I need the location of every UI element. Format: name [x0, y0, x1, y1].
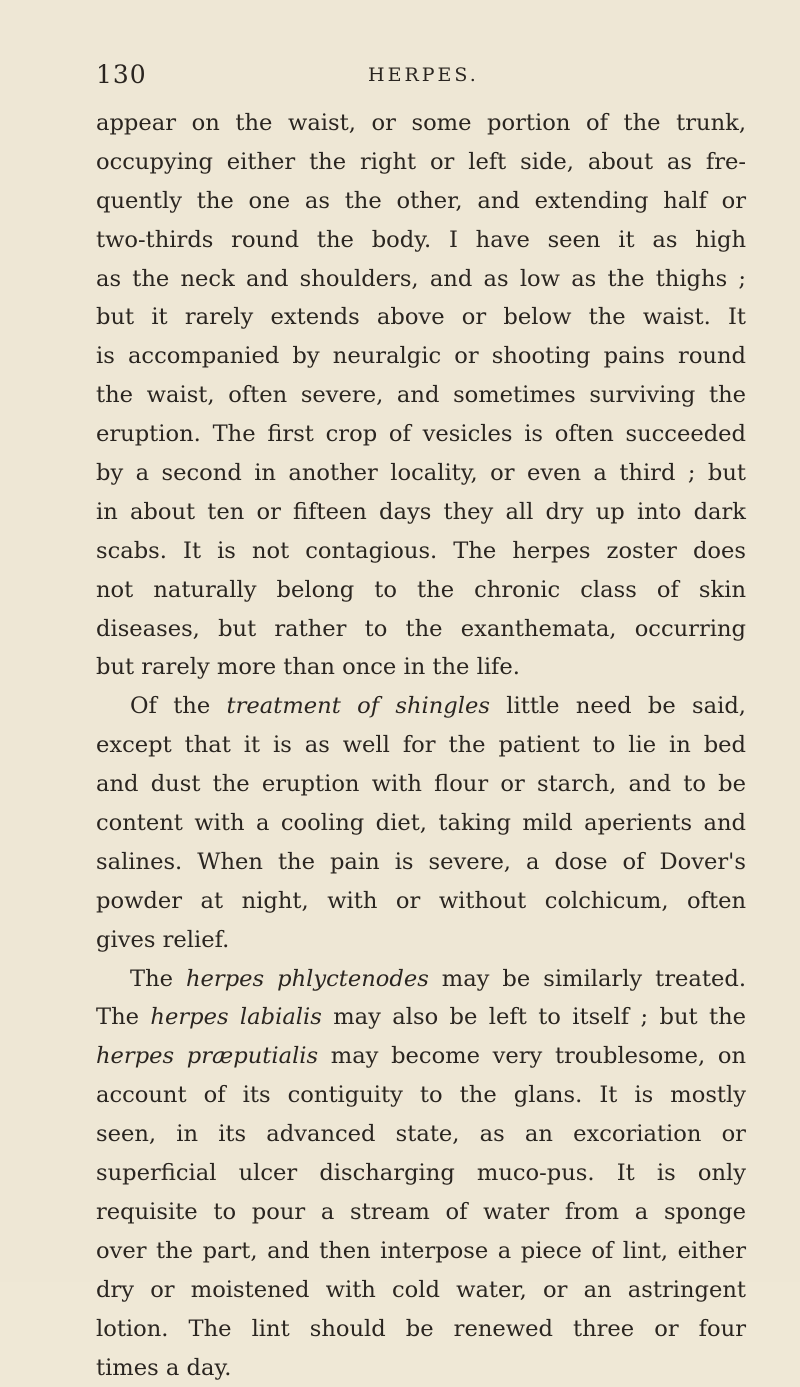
- text-line: [96, 687, 746, 726]
- text-run: over the part, and then interpose a piece of lint, either: [96, 1238, 746, 1264]
- text-run: eruption. The first crop of vesicles is often succeeded: [96, 421, 746, 447]
- text-line: [96, 493, 746, 532]
- text-line: [96, 1310, 746, 1349]
- text-run: occupying either the right or left side, about as fre-: [96, 149, 746, 175]
- text-line: [96, 454, 746, 493]
- text-run: gives relief.: [96, 927, 229, 953]
- italic-text: herpes phlyctenodes: [186, 966, 429, 992]
- text-run: The: [96, 1004, 150, 1030]
- text-run: times a day.: [96, 1355, 231, 1381]
- text-line: [96, 843, 746, 882]
- text-run: but rarely more than once in the life.: [96, 654, 520, 680]
- text-line: [96, 182, 746, 221]
- text-line: [96, 1154, 746, 1193]
- text-run: Of the: [130, 693, 227, 719]
- text-line: [96, 648, 746, 687]
- text-run: may be similarly treated.: [429, 966, 746, 992]
- text-run: by a second in another locality, or even a third ; but: [96, 460, 746, 486]
- text-line: [96, 1193, 746, 1232]
- text-run: dry or moistened with cold water, or an astringent: [96, 1277, 746, 1303]
- text-run: powder at night, with or without colchicum, often: [96, 888, 746, 914]
- text-line: [96, 610, 746, 649]
- text-line: [96, 376, 746, 415]
- text-run: diseases, but rather to the exanthemata, occurring: [96, 616, 746, 642]
- text-line: [96, 1232, 746, 1271]
- text-run: requisite to pour a stream of water from a sponge: [96, 1199, 746, 1225]
- text-line: [96, 337, 746, 376]
- text-line: [96, 882, 746, 921]
- text-run: quently the one as the other, and extending half or: [96, 188, 746, 214]
- text-line: [96, 260, 746, 299]
- text-run: account of its contiguity to the glans. It is mostly: [96, 1082, 746, 1108]
- text-line: [96, 415, 746, 454]
- text-run: appear on the waist, or some portion of the trunk,: [96, 110, 746, 136]
- text-line: [96, 571, 746, 610]
- text-line: [96, 1037, 746, 1076]
- text-run: and dust the eruption with flour or starch, and to be: [96, 771, 746, 797]
- text-line: [96, 532, 746, 571]
- text-line: [96, 998, 746, 1037]
- text-run: the waist, often severe, and sometimes surviving the: [96, 382, 746, 408]
- text-run: content with a cooling diet, taking mild aperients and: [96, 810, 746, 836]
- text-line: [96, 1271, 746, 1310]
- italic-text: treatment of shingles: [227, 693, 490, 719]
- text-run: The: [130, 966, 186, 992]
- text-run: superficial ulcer discharging muco-pus. It is only: [96, 1160, 746, 1186]
- running-head: [96, 60, 740, 90]
- text-run: as the neck and shoulders, and as low as the thighs ;: [96, 266, 746, 292]
- text-run: may become very troublesome, on: [318, 1043, 746, 1069]
- text-line: [96, 104, 746, 143]
- text-run: two-thirds round the body. I have seen it as high: [96, 227, 746, 253]
- text-run: scabs. It is not contagious. The herpes zoster does: [96, 538, 746, 564]
- text-line: [96, 221, 746, 260]
- text-line: [96, 143, 746, 182]
- body-text: [96, 104, 746, 1387]
- text-line: [96, 804, 746, 843]
- italic-text: herpes præputialis: [96, 1043, 318, 1069]
- italic-text: herpes labialis: [150, 1004, 321, 1030]
- text-run: in about ten or fifteen days they all dry up into dark: [96, 499, 746, 525]
- text-run: salines. When the pain is severe, a dose of Dover's: [96, 849, 746, 875]
- text-run: may also be left to itself ; but the: [322, 1004, 746, 1030]
- text-run: except that it is as well for the patient to lie in bed: [96, 732, 746, 758]
- text-line: [96, 765, 746, 804]
- text-run: lotion. The lint should be renewed three or four: [96, 1316, 746, 1342]
- text-run: is accompanied by neuralgic or shooting pains round: [96, 343, 746, 369]
- text-line: [96, 1115, 746, 1154]
- text-line: [96, 921, 746, 960]
- text-line: [96, 726, 746, 765]
- text-line: [96, 960, 746, 999]
- page-number: 130: [96, 60, 147, 89]
- text-line: [96, 1349, 746, 1387]
- running-title: HERPES.: [368, 64, 479, 86]
- text-run: not naturally belong to the chronic class of skin: [96, 577, 746, 603]
- text-line: [96, 298, 746, 337]
- text-run: but it rarely extends above or below the waist. It: [96, 304, 746, 330]
- text-line: [96, 1076, 746, 1115]
- text-run: seen, in its advanced state, as an excoriation or: [96, 1121, 746, 1147]
- text-run: little need be said,: [490, 693, 746, 719]
